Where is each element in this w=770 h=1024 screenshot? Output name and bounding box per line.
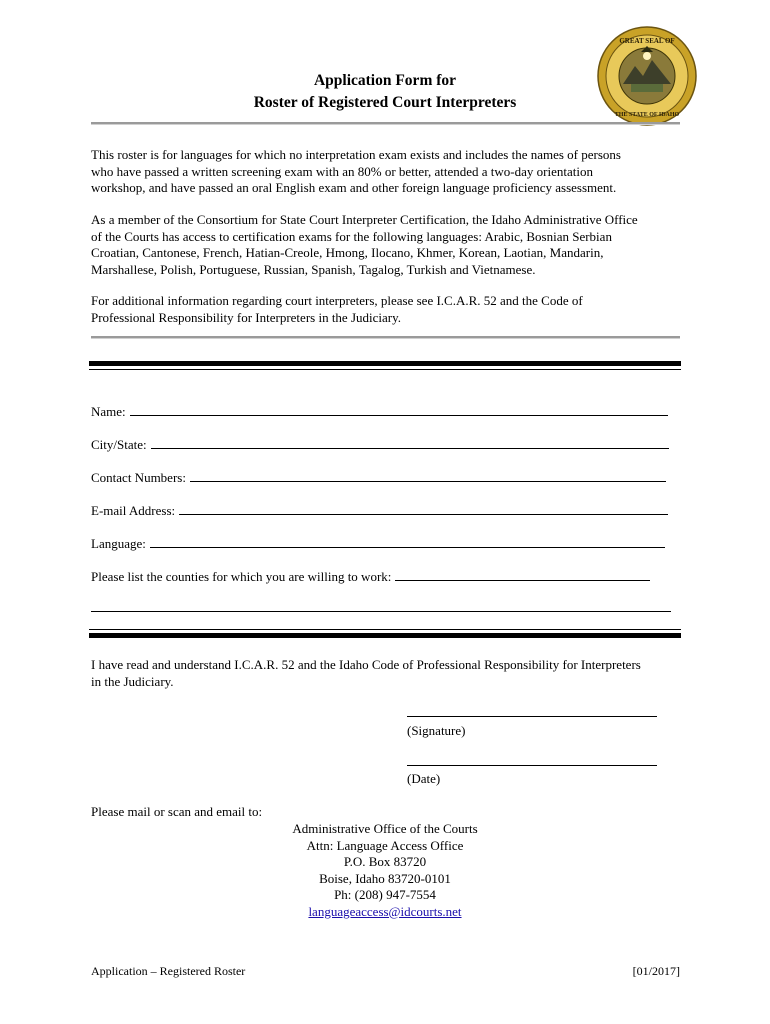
- email-field[interactable]: [91, 503, 668, 519]
- counties-input-line[interactable]: [395, 570, 650, 581]
- city-state-field[interactable]: [91, 437, 669, 453]
- language-field[interactable]: [91, 536, 665, 552]
- footer-right: [01/2017]: [632, 964, 680, 978]
- intro-paragraph-2: [91, 212, 691, 278]
- mailing-address-block: [250, 821, 520, 920]
- text-line: I have read and understand I.C.A.R. 52 and the Idaho Code of Professional Responsibility for Interpreters: [91, 657, 641, 672]
- seal-bottom-text: THE STATE OF IDAHO: [614, 112, 680, 118]
- intro-paragraph-1: [91, 147, 691, 197]
- city-state-label: City/State:: [91, 437, 147, 452]
- seal-top-text: GREAT SEAL OF: [619, 37, 675, 45]
- form-bottom-rule-thin: [89, 629, 681, 630]
- form-top-rule: [89, 361, 681, 366]
- contact-numbers-field[interactable]: [91, 470, 666, 486]
- intro-divider: [91, 336, 680, 339]
- date-line[interactable]: [407, 755, 657, 766]
- page-title-line1: Application Form for: [313, 72, 457, 89]
- language-input-line[interactable]: [150, 537, 665, 548]
- form-top-rule-thin: [89, 369, 681, 370]
- text-line: in the Judiciary.: [91, 673, 174, 689]
- text-line: Professional Responsibility for Interpreters in the Judiciary.: [91, 309, 402, 325]
- text-line: This roster is for languages for which no interpretation exam exists and includes the names of persons: [91, 147, 621, 162]
- email-link[interactable]: languageaccess@idcourts.net: [308, 903, 462, 919]
- language-label: Language:: [91, 536, 146, 551]
- counties-field[interactable]: [91, 569, 650, 585]
- page-title-line2: Roster of Registered Court Interpreters: [253, 94, 517, 111]
- contact-numbers-label: Contact Numbers:: [91, 470, 186, 485]
- email-label: E-mail Address:: [91, 503, 176, 518]
- city-state-input-line[interactable]: [151, 438, 669, 449]
- text-line: For additional information regarding court interpreters, please see I.C.A.R. 52 and the Code of: [91, 293, 583, 308]
- form-bottom-rule: [89, 633, 681, 638]
- address-line: Administrative Office of the Courts: [292, 821, 478, 836]
- text-line: workshop, and have passed an oral English exam and other foreign language proficiency assessment.: [91, 180, 617, 196]
- name-label: Name:: [91, 404, 126, 419]
- attestation-paragraph: [91, 657, 691, 690]
- address-line: Attn: Language Access Office: [306, 837, 464, 853]
- counties-continuation-line[interactable]: [91, 601, 671, 612]
- counties-label: Please list the counties for which you are willing to work:: [91, 569, 392, 584]
- text-line: who have passed a written screening exam with an 80% or better, attended a two-day orientation: [91, 163, 593, 179]
- idaho-state-seal: [597, 26, 697, 126]
- email-input-line[interactable]: [179, 504, 668, 515]
- counties-continuation-field[interactable]: [91, 600, 671, 616]
- mailing-intro: Please mail or scan and email to:: [91, 804, 263, 819]
- text-line: Croatian, Cantonese, French, Hatian-Creole, Hmong, Ilocano, Khmer, Korean, Laotian, Mandarin,: [91, 245, 604, 261]
- header-divider: [91, 122, 680, 125]
- name-input-line[interactable]: [130, 405, 668, 416]
- address-line: Boise, Idaho 83720-0101: [319, 870, 451, 886]
- date-label: (Date): [407, 771, 441, 786]
- signature-line[interactable]: [407, 706, 657, 717]
- text-line: of the Courts has access to certification exams for the following languages: Arabic, Bosnian Serbian: [91, 228, 612, 244]
- intro-paragraph-3: [91, 293, 691, 326]
- footer-left: Application – Registered Roster: [91, 964, 246, 978]
- text-line: As a member of the Consortium for State Court Interpreter Certification, the Idaho Administrative Office: [91, 212, 638, 227]
- name-field[interactable]: [91, 404, 668, 420]
- address-line: P.O. Box 83720: [343, 854, 427, 869]
- signature-label: (Signature): [407, 723, 466, 738]
- text-line: Marshallese, Polish, Portuguese, Russian, Spanish, Tagalog, Turkish and Vietnamese.: [91, 261, 536, 277]
- phone-line: Ph: (208) 947-7554: [334, 887, 436, 902]
- contact-numbers-input-line[interactable]: [190, 471, 666, 482]
